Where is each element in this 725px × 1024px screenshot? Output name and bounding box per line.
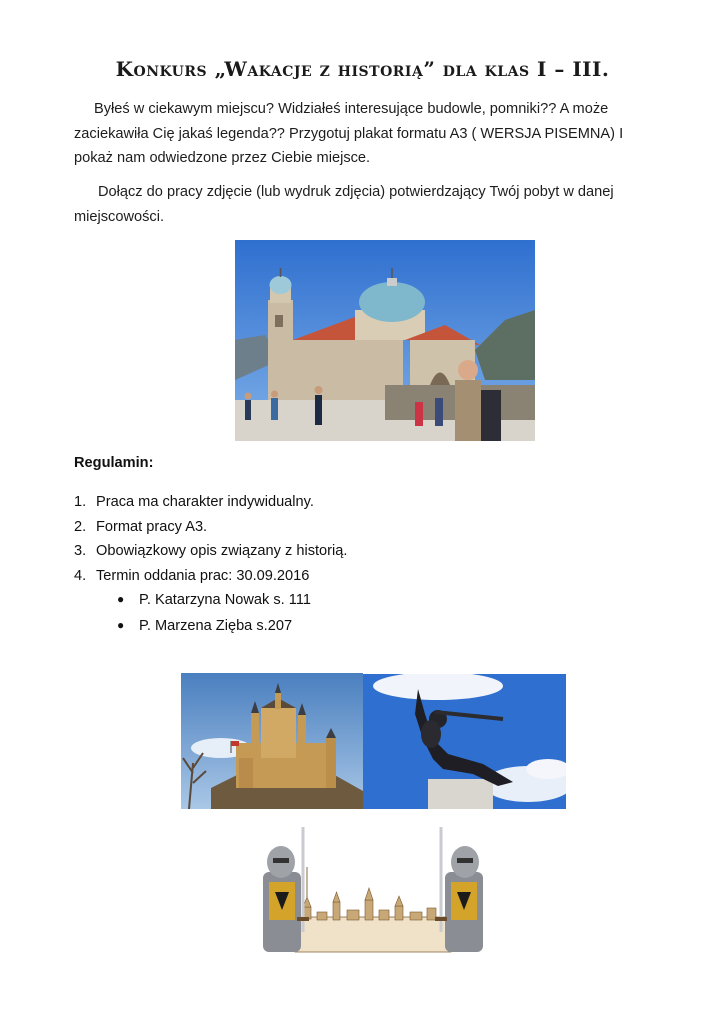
rule-number: 2. xyxy=(74,518,87,535)
contact-text: P. Marzena Zięba s.207 xyxy=(139,618,293,634)
photo-note-paragraph: Dołącz do pracy zdjęcie (lub wydruk zdjęcia) potwierdzający Twój pobyt w danej miejscowości. xyxy=(74,184,614,225)
rule-number: 3. xyxy=(74,543,87,559)
bullet-icon: ● xyxy=(117,592,125,606)
list-item xyxy=(74,490,347,515)
church-on-island-photo xyxy=(235,240,535,441)
list-item xyxy=(74,539,347,564)
castle-photo xyxy=(181,673,363,809)
rule-number: 1. xyxy=(74,494,87,510)
rule-number: 4. xyxy=(74,567,87,584)
knights-and-old-town-illustration xyxy=(255,822,491,956)
intro-paragraph: Byłeś w ciekawym miejscu? Widziałeś interesujące budowle, pomniki?? A może zaciekawiła Cię jakaś legenda?? Przygotuj plakat formatu A3 ( WERSJA PISEMNA) I pokaż nam odwiedzone przez Ciebie miejsce. xyxy=(74,101,624,166)
list-item xyxy=(117,587,311,613)
list-item xyxy=(74,564,347,589)
rule-text: Format pracy A3. xyxy=(96,518,208,535)
page-title: Konkurs „Wakacje z historią” dla klas I – III. xyxy=(115,57,610,81)
rule-text: Obowiązkowy opis związany z historią. xyxy=(96,543,348,559)
rule-text: Termin oddania prac: 30.09.2016 xyxy=(96,567,310,584)
rules-heading: Regulamin: xyxy=(74,455,154,471)
rule-text: Praca ma charakter indywidualny. xyxy=(96,494,314,510)
contact-text: P. Katarzyna Nowak s. 111 xyxy=(139,592,311,608)
rules-list xyxy=(74,490,347,588)
list-item xyxy=(117,613,311,639)
list-item xyxy=(74,515,347,540)
mermaid-statue-photo xyxy=(363,674,566,809)
bullet-icon: ● xyxy=(117,618,125,632)
contacts-list xyxy=(117,587,311,639)
